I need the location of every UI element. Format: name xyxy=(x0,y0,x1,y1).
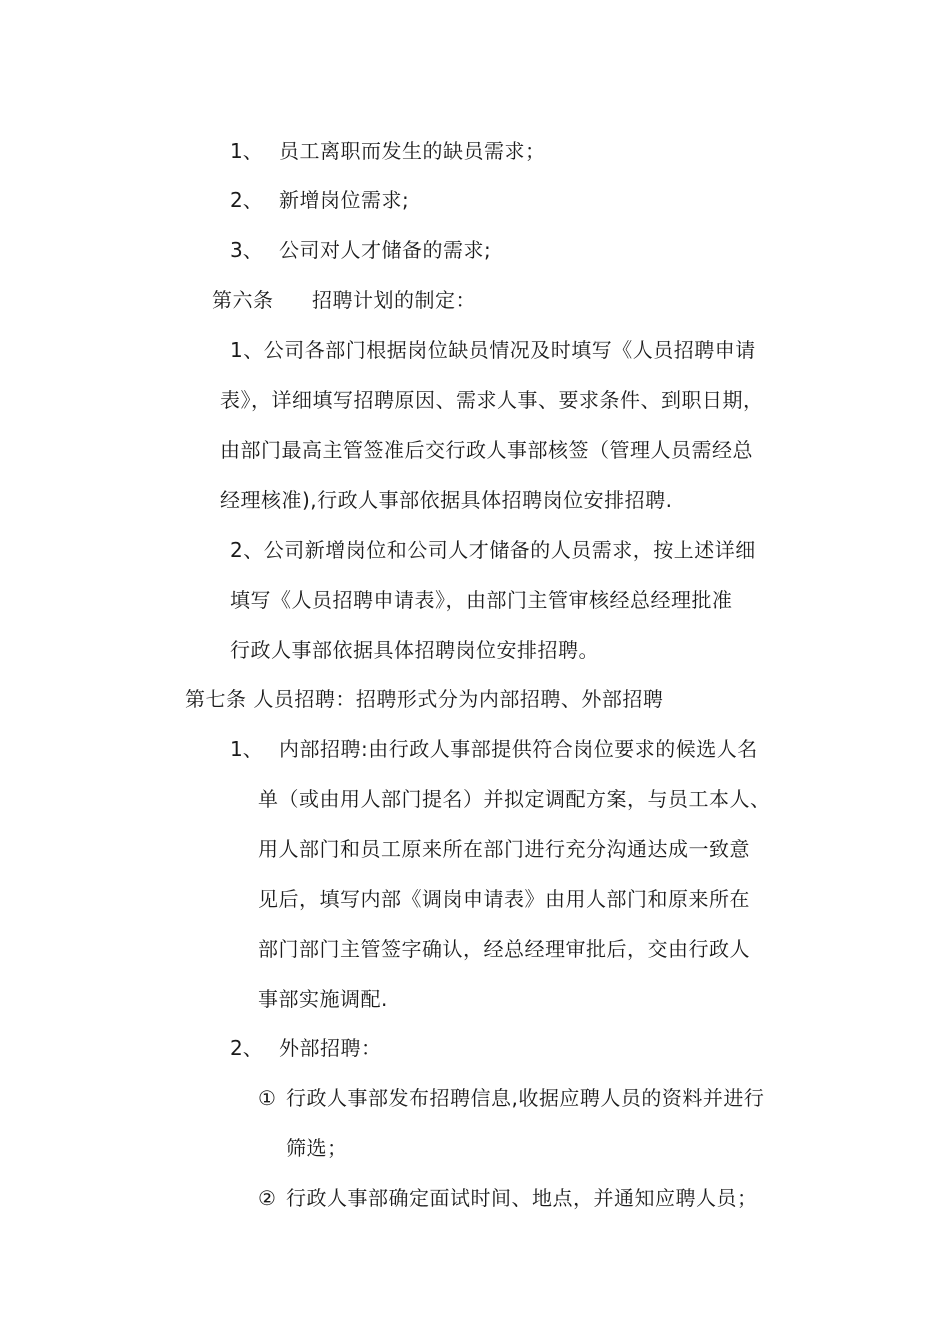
article-7-item-1-number: 1、 xyxy=(230,737,263,761)
list-a-number-2: 2、 xyxy=(230,188,263,212)
article-6-item-2-line-1: 2、公司新增岗位和公司人才储备的人员需求，按上述详细 xyxy=(230,538,756,562)
article-6-title: 第六条 xyxy=(212,288,274,312)
step-2-line-1: 行政人事部确定面试时间、地点，并通知应聘人员； xyxy=(286,1186,758,1210)
list-a-item-2: 新增岗位需求; xyxy=(279,188,410,212)
article-7-item-2-text: 外部招聘： xyxy=(279,1036,382,1060)
list-a-item-3: 公司对人才储备的需求; xyxy=(279,238,492,262)
article-6-item-2-line-2: 填写《人员招聘申请表》，由部门主管审核经总经理批准 xyxy=(230,588,733,612)
article-7-item-1-line-4: 见后，填写内部《调岗申请表》由用人部门和原来所在 xyxy=(258,887,750,911)
article-7-item-1-line-5: 部门部门主管签字确认，经总经理审批后，交由行政人 xyxy=(258,937,750,961)
article-7-item-1-line-6: 事部实施调配. xyxy=(258,987,388,1011)
article-6-item-1-line-4: 经理核准),行政人事部依据具体招聘岗位安排招聘. xyxy=(220,488,673,512)
article-7-heading: 第七条 人员招聘：招聘形式分为内部招聘、外部招聘 xyxy=(185,687,664,711)
list-a-number-1: 1、 xyxy=(230,139,263,163)
step-2-marker: ② xyxy=(258,1186,276,1210)
article-6-item-2-line-3: 行政人事部依据具体招聘岗位安排招聘。 xyxy=(230,638,599,662)
list-a-item-1: 员工离职而发生的缺员需求； xyxy=(279,139,546,163)
article-7-item-1-line-1: 内部招聘:由行政人事部提供符合岗位要求的候选人名 xyxy=(279,737,758,761)
article-7-item-1-line-3: 用人部门和员工原来所在部门进行充分沟通达成一致意 xyxy=(258,837,750,861)
article-6-item-1-line-2: 表》，详细填写招聘原因、需求人事、要求条件、到职日期， xyxy=(220,388,764,412)
article-7-item-2-number: 2、 xyxy=(230,1036,263,1060)
step-1-line-2: 筛选； xyxy=(286,1136,348,1160)
article-6-item-1-line-3: 由部门最高主管签准后交行政人事部核签（管理人员需经总 xyxy=(220,438,753,462)
article-7-item-1-line-2: 单（或由用人部门提名）并拟定调配方案，与员工本人、 xyxy=(258,787,771,811)
list-a-number-3: 3、 xyxy=(230,238,263,262)
step-1-marker: ① xyxy=(258,1086,276,1110)
article-6-subject: 招聘计划的制定： xyxy=(312,288,476,312)
article-6-item-1-line-1: 1、公司各部门根据岗位缺员情况及时填写《人员招聘申请 xyxy=(230,338,756,362)
step-1-line-1: 行政人事部发布招聘信息,收据应聘人员的资料并进行 xyxy=(286,1086,765,1110)
